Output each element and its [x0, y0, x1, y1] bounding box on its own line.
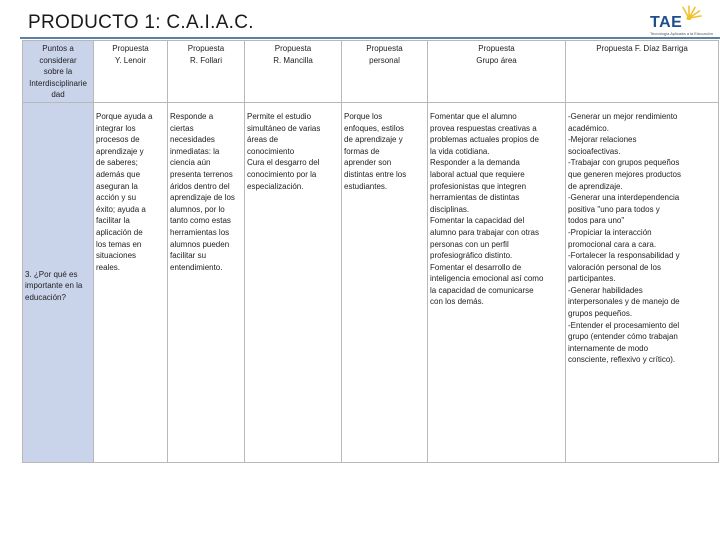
cell-line: con los demás. — [430, 297, 484, 307]
cell-line: inteligencia emocional así como — [430, 274, 544, 284]
cell-line: entendimiento. — [170, 262, 223, 272]
logo-name: TAE — [650, 14, 683, 31]
proposal-cell-1 — [94, 102, 168, 462]
cell-line: alumnos, por lo — [170, 204, 225, 214]
cell-line: -Mejorar relaciones — [568, 135, 637, 145]
cell-line: personas con un perfil — [430, 239, 509, 249]
cell-line: Puntos a — [42, 44, 74, 53]
cell-line: -Entender el procesamiento del — [568, 320, 680, 330]
cell-line: dad — [51, 90, 65, 100]
cell-line: Propuesta F. Díaz Barriga — [596, 44, 688, 53]
cell-line: de aprendizaje. — [568, 181, 623, 191]
cell-line: tanto como estas — [170, 216, 231, 226]
column-header-1 — [94, 41, 168, 103]
cell-line: áridos dentro del — [170, 181, 230, 191]
cell-line: Permite el estudio — [247, 111, 312, 121]
cell-line: conocimiento por la — [247, 169, 317, 179]
cell-line: -Trabajar con grupos pequeños — [568, 158, 680, 168]
table-row — [23, 102, 719, 462]
cell-line: inmediatas: la — [170, 146, 220, 156]
cell-line: la capacidad de comunicarse — [430, 285, 534, 295]
cell-line: de aprendizaje y — [344, 135, 403, 145]
cell-line: grupo (entender cómo trabajan — [568, 332, 678, 342]
cell-line: profesiográfico distinto. — [430, 251, 513, 261]
cell-line: conocimiento — [247, 146, 295, 156]
cell-line: aseguran la — [96, 181, 138, 191]
cell-line: Grupo área — [476, 55, 517, 65]
cell-line: aprendizaje y — [96, 146, 144, 156]
comparison-table — [22, 40, 719, 463]
cell-line: Propuesta — [366, 44, 403, 53]
column-header-2 — [168, 41, 245, 103]
logo-subtitle: Tecnología Aplicada a la Educación — [650, 31, 713, 36]
header-row — [23, 41, 719, 103]
cell-line: provea respuestas creativas a — [430, 123, 537, 133]
cell-line: valoración personal de los — [568, 262, 661, 272]
cell-line: R. Mancilla — [273, 55, 313, 65]
cell-line: Porque ayuda a — [96, 111, 153, 121]
cell-line: Propuesta — [112, 44, 149, 53]
cell-line: alumno para trabajar con otras — [430, 227, 539, 237]
proposal-cell-2 — [168, 102, 245, 462]
cell-line: acción y su — [96, 193, 137, 203]
proposal-cell-3 — [245, 102, 342, 462]
cell-line: Y. Lenoir — [115, 55, 146, 65]
cell-line: formas de — [344, 146, 380, 156]
cell-line: Porque los — [344, 111, 383, 121]
column-header-4 — [342, 41, 428, 103]
title-divider — [20, 37, 720, 39]
cell-line: Propuesta — [274, 44, 312, 53]
cell-line: -Fortalecer la responsabilidad y — [568, 251, 680, 261]
cell-line: procesos de — [96, 135, 140, 145]
cell-line: -Generar habilidades — [568, 285, 643, 295]
cell-line: promocional cara a cara. — [568, 239, 657, 249]
cell-line: R. Follari — [189, 55, 222, 65]
cell-line: Fomentar la capacidad del — [430, 216, 525, 226]
cell-line: facilitar la — [96, 216, 130, 226]
cell-line: integrar los — [96, 123, 136, 133]
cell-line: Fomentar que el alumno — [430, 111, 517, 121]
cell-line: Responder a la demanda — [430, 158, 520, 168]
cell-line: académico. — [568, 123, 609, 133]
cell-line: personal — [369, 55, 400, 65]
cell-line: que generen mejores productos — [568, 169, 681, 179]
cell-line: problemas actuales propios de — [430, 135, 539, 145]
cell-line: Responde a — [170, 111, 214, 121]
cell-line: aplicación de — [96, 227, 143, 237]
cell-line: internamente de modo — [568, 343, 649, 353]
question-cell — [23, 102, 94, 462]
column-header-5 — [428, 41, 566, 103]
column-header-6 — [566, 41, 719, 103]
cell-line: simultáneo de varias — [247, 123, 321, 133]
cell-line: alumnos pueden — [170, 239, 230, 249]
cell-line: aprendizaje de los — [170, 193, 235, 203]
proposal-cell-5 — [428, 102, 566, 462]
cell-line: socioafectivas. — [568, 146, 621, 156]
cell-line: Propuesta — [187, 44, 225, 53]
page-title: PRODUCTO 1: C.A.I.A.C. — [28, 12, 254, 33]
cell-line: educación? — [25, 292, 66, 302]
cell-line: estudiantes. — [344, 181, 388, 191]
cell-line: éxito; ayuda a — [96, 204, 146, 214]
cell-line: participantes. — [568, 274, 616, 284]
proposal-cell-4 — [342, 102, 428, 462]
cell-line: profesionistas que integren — [430, 181, 527, 191]
cell-line: sobre la — [43, 67, 73, 77]
cell-line: -Propiciar la interacción — [568, 227, 652, 237]
cell-line: necesidades — [170, 135, 215, 145]
cell-line: los temas en — [96, 239, 142, 249]
column-header-0 — [23, 41, 94, 103]
cell-line: 3. ¿Por qué es — [25, 269, 78, 279]
cell-line: facilitar su — [170, 251, 207, 261]
column-header-3 — [245, 41, 342, 103]
cell-line: herramientas de distintas — [430, 193, 520, 203]
cell-line: Interdisciplinarie — [29, 78, 87, 88]
cell-line: aprender son — [344, 158, 392, 168]
cell-line: Propuesta — [478, 44, 515, 53]
cell-line: interpersonales y de manejo de — [568, 297, 680, 307]
cell-line: disciplinas. — [430, 204, 470, 214]
cell-line: distintas entre los — [344, 169, 407, 179]
cell-line: de saberes; — [96, 158, 138, 168]
cell-line: ciertas — [170, 123, 194, 133]
cell-line: importante en la — [25, 281, 83, 291]
cell-line: situaciones — [96, 251, 137, 261]
proposal-cell-6 — [566, 102, 719, 462]
cell-line: Fomentar el desarrollo de — [430, 262, 522, 272]
cell-line: considerar — [39, 55, 77, 65]
cell-line: positiva "uno para todos y — [568, 204, 660, 214]
cell-line: consciente, reflexivo y crítico). — [568, 355, 676, 365]
cell-line: enfoques, estilos — [344, 123, 405, 133]
cell-line: ciencia aún — [170, 158, 211, 168]
cell-line: todos para uno" — [568, 216, 625, 226]
cell-line: especialización. — [247, 181, 304, 191]
cell-line: reales. — [96, 262, 121, 272]
cell-line: la vida cotidiana. — [430, 146, 490, 156]
cell-line: herramientas los — [170, 227, 230, 237]
cell-line: grupos pequeños. — [568, 309, 633, 319]
cell-line: -Generar una interdependencia — [568, 193, 680, 203]
cell-line: presenta terrenos — [170, 169, 233, 179]
cell-line: laboral actual que requiere — [430, 169, 525, 179]
tae-logo — [648, 2, 720, 38]
cell-line: Cura el desgarro del — [247, 158, 320, 168]
cell-line: además que — [96, 169, 141, 179]
cell-line: áreas de — [247, 135, 279, 145]
cell-line: -Generar un mejor rendimiento — [568, 111, 678, 121]
